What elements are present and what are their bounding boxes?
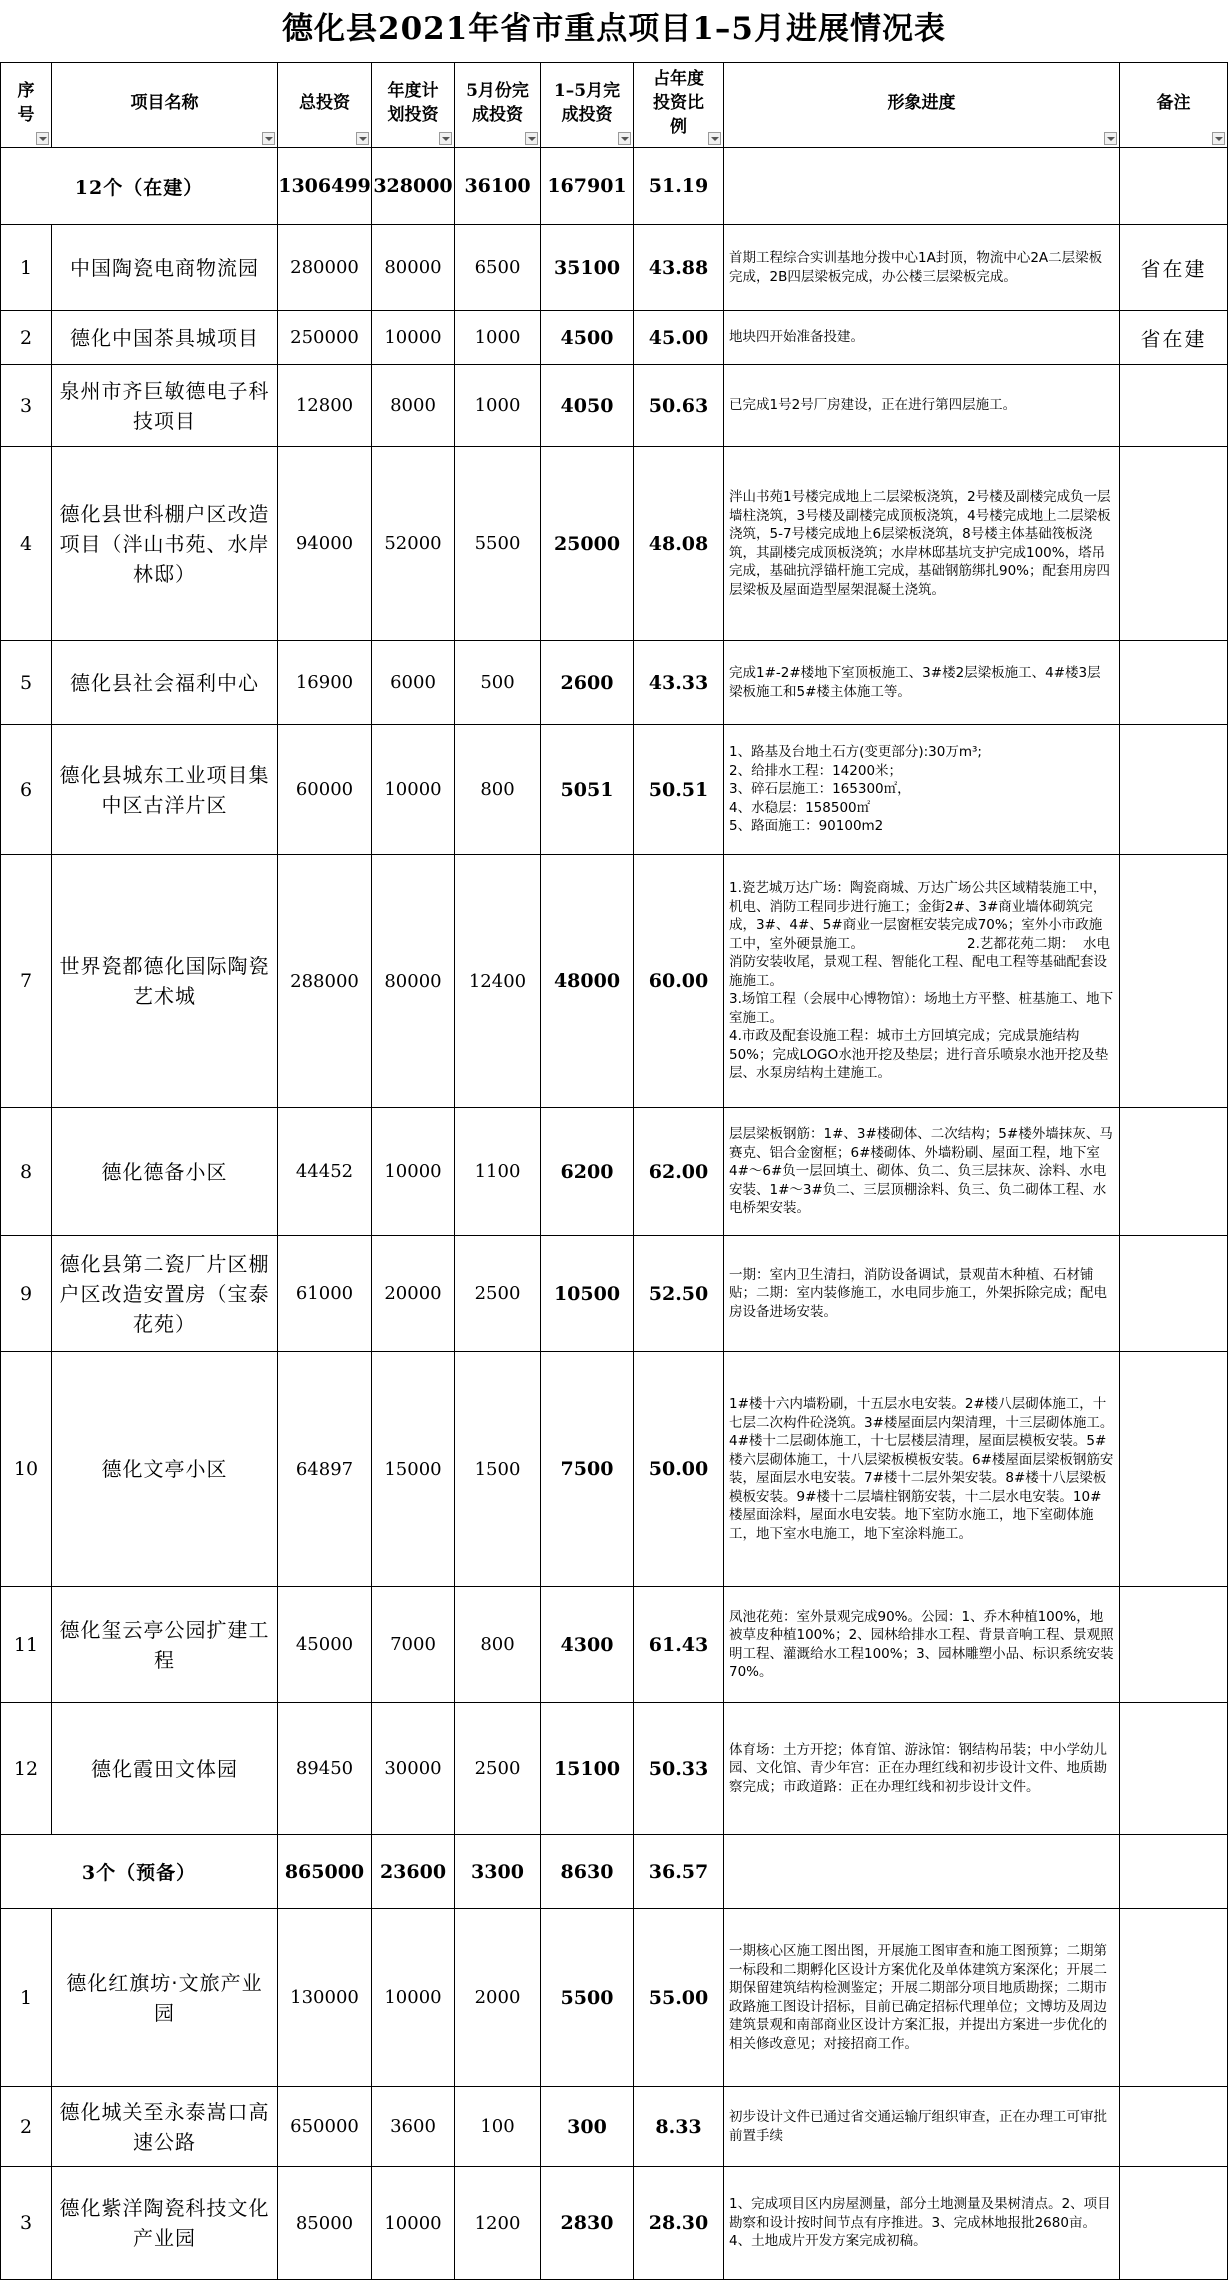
progress-text bbox=[724, 1352, 1120, 1587]
note-cell bbox=[1120, 1108, 1228, 1236]
progress-text bbox=[724, 1108, 1120, 1236]
annual-ratio: 50.33 bbox=[634, 1703, 724, 1835]
total-investment: 280000 bbox=[278, 225, 372, 311]
project-name: 德化玺云亭公园扩建工程 bbox=[52, 1587, 278, 1703]
project-name: 德化德备小区 bbox=[52, 1108, 278, 1236]
progress-content: 初步设计文件已通过省交通运输厅组织审查，正在办理工可审批前置手续 bbox=[729, 2109, 1107, 2144]
total-investment: 250000 bbox=[278, 311, 372, 365]
table-row bbox=[1, 855, 1228, 1108]
filter-dropdown-icon[interactable] bbox=[36, 132, 49, 145]
may-investment: 800 bbox=[455, 725, 541, 855]
progress-content: 一期核心区施工图出图，开展施工图审查和施工图预算；二期第一标段和二期孵化区设计方案优化及单体建筑方案深化；开展二期保留建筑结构检测鉴定；开展二期部分项目地质勘探；二期市政路施工图设计招标，目前已确定招标代理单位；文博坊及周边建筑景观和南部商业区设计方案汇报，并提出方案进一步优化的相关修改意见；对接招商工作。 bbox=[729, 1943, 1107, 2052]
progress-text bbox=[724, 2167, 1120, 2280]
project-name: 泉州市齐巨敏德电子科技项目 bbox=[52, 365, 278, 447]
table-row bbox=[1, 1236, 1228, 1352]
group-progress bbox=[724, 148, 1120, 225]
project-name: 德化城关至永泰嵩口高速公路 bbox=[52, 2087, 278, 2167]
table-row bbox=[1, 1352, 1228, 1587]
note-cell bbox=[1120, 1909, 1228, 2087]
total-investment: 130000 bbox=[278, 1909, 372, 2087]
cumulative-investment: 4050 bbox=[541, 365, 634, 447]
cumulative-investment: 2600 bbox=[541, 641, 634, 725]
row-index: 10 bbox=[1, 1352, 52, 1587]
table-row bbox=[1, 2087, 1228, 2167]
annual-ratio: 60.00 bbox=[634, 855, 724, 1108]
progress-text bbox=[724, 1909, 1120, 2087]
total-investment: 288000 bbox=[278, 855, 372, 1108]
may-investment: 5500 bbox=[455, 447, 541, 641]
progress-content: 完成1#-2#楼地下室顶板施工、3#楼2层梁板施工、4#楼3层梁板施工和5#楼主体施工等。 bbox=[729, 665, 1101, 700]
group-total: 865000 bbox=[278, 1835, 372, 1909]
cumulative-investment: 5500 bbox=[541, 1909, 634, 2087]
group-annual: 328000 bbox=[372, 148, 455, 225]
progress-content: 体育场：土方开挖；体育馆、游泳馆：钢结构吊装；中小学幼儿园、文化馆、青少年宫：正在办理红线和初步设计文件、地质勘察完成；市政道路：正在办理红线和初步设计文件。 bbox=[729, 1741, 1107, 1795]
filter-dropdown-icon[interactable] bbox=[708, 132, 721, 145]
note-cell bbox=[1120, 447, 1228, 641]
progress-text bbox=[724, 1236, 1120, 1352]
table-row bbox=[1, 1909, 1228, 2087]
project-name: 德化县社会福利中心 bbox=[52, 641, 278, 725]
row-index: 3 bbox=[1, 365, 52, 447]
cumulative-investment: 35100 bbox=[541, 225, 634, 311]
row-index: 2 bbox=[1, 2087, 52, 2167]
total-investment: 85000 bbox=[278, 2167, 372, 2280]
cumulative-investment: 300 bbox=[541, 2087, 634, 2167]
row-index: 1 bbox=[1, 225, 52, 311]
may-investment: 500 bbox=[455, 641, 541, 725]
cumulative-investment: 7500 bbox=[541, 1352, 634, 1587]
project-name: 德化霞田文体园 bbox=[52, 1703, 278, 1835]
total-investment: 94000 bbox=[278, 447, 372, 641]
annual-plan: 30000 bbox=[372, 1703, 455, 1835]
may-investment: 1100 bbox=[455, 1108, 541, 1236]
group-note bbox=[1120, 1835, 1228, 1909]
header-progress[interactable]: 形象进度 bbox=[724, 63, 1120, 148]
progress-text bbox=[724, 1703, 1120, 1835]
total-investment: 44452 bbox=[278, 1108, 372, 1236]
row-index: 6 bbox=[1, 725, 52, 855]
note-cell bbox=[1120, 855, 1228, 1108]
group-progress bbox=[724, 1835, 1120, 1909]
note-cell bbox=[1120, 641, 1228, 725]
annual-plan: 10000 bbox=[372, 311, 455, 365]
may-investment: 800 bbox=[455, 1587, 541, 1703]
annual-ratio: 8.33 bbox=[634, 2087, 724, 2167]
cumulative-investment: 4500 bbox=[541, 311, 634, 365]
progress-text bbox=[724, 311, 1120, 365]
cumulative-investment: 6200 bbox=[541, 1108, 634, 1236]
total-investment: 61000 bbox=[278, 1236, 372, 1352]
annual-ratio: 61.43 bbox=[634, 1587, 724, 1703]
table-row bbox=[1, 2167, 1228, 2280]
header-index[interactable]: 序 号 bbox=[1, 63, 52, 148]
cumulative-investment: 15100 bbox=[541, 1703, 634, 1835]
row-index: 2 bbox=[1, 311, 52, 365]
progress-content: 1#楼十六内墙粉刷，十五层水电安装。2#楼八层砌体施工，十七层二次构件砼浇筑。3#楼屋面层内架清理，十三层砌体施工。4#楼十二层砌体施工，十七层楼层清理，屋面层模板安装。5#楼六层砌体施工，十八层梁板模板安装。6#楼屋面层梁板钢筋安装，屋面层水电安装。7#楼十二层外架安装。8#楼十八层梁板模板安装。9#楼十二层墙柱钢筋安装，十二层水电安装。10#楼屋面涂料，屋面水电安装。地下室防水施工，地下室砌体施工，地下室水电施工，地下室涂料施工。 bbox=[729, 1396, 1114, 1542]
progress-content: 凤池花苑：室外景观完成90%。公园：1、乔木种植100%，地被草皮种植100%；2、园林给排水工程、背景音响工程、景观照明工程、灌溉给水工程100%；3、园林雕塑小品、标识系统安装70%。 bbox=[729, 1608, 1114, 1680]
row-index: 9 bbox=[1, 1236, 52, 1352]
header-name[interactable]: 项目名称 bbox=[52, 63, 278, 148]
progress-content: 首期工程综合实训基地分拨中心1A封顶，物流中心2A二层梁板完成，2B四层梁板完成，办公楼三层梁板完成。 bbox=[729, 250, 1103, 285]
progress-text bbox=[724, 2087, 1120, 2167]
header-annual[interactable]: 年度计 划投资 bbox=[372, 63, 455, 148]
annual-ratio: 43.88 bbox=[634, 225, 724, 311]
progress-text bbox=[724, 641, 1120, 725]
group-cumulative: 167901 bbox=[541, 148, 634, 225]
may-investment: 1500 bbox=[455, 1352, 541, 1587]
group-cumulative: 8630 bbox=[541, 1835, 634, 1909]
project-name: 德化县世科棚户区改造项目（泮山书苑、水岸林邸） bbox=[52, 447, 278, 641]
progress-content: 地块四开始准备投建。 bbox=[729, 329, 864, 346]
row-index: 4 bbox=[1, 447, 52, 641]
note-cell bbox=[1120, 2087, 1228, 2167]
group-row-under-construction bbox=[1, 148, 1228, 225]
table-row bbox=[1, 225, 1228, 311]
cumulative-investment: 2830 bbox=[541, 2167, 634, 2280]
note-cell bbox=[1120, 2167, 1228, 2280]
annual-ratio: 55.00 bbox=[634, 1909, 724, 2087]
project-name: 世界瓷都德化国际陶瓷艺术城 bbox=[52, 855, 278, 1108]
cumulative-investment: 5051 bbox=[541, 725, 634, 855]
may-investment: 12400 bbox=[455, 855, 541, 1108]
project-name: 德化红旗坊·文旅产业园 bbox=[52, 1909, 278, 2087]
total-investment: 64897 bbox=[278, 1352, 372, 1587]
may-investment: 1000 bbox=[455, 311, 541, 365]
progress-content: 1、完成项目区内房屋测量，部分土地测量及果树清点。2、项目勘察和设计按时间节点有序推进。3、完成林地报批2680亩。4、土地成片开发方案完成初稿。 bbox=[729, 2196, 1111, 2250]
row-index: 11 bbox=[1, 1587, 52, 1703]
annual-plan: 52000 bbox=[372, 447, 455, 641]
table-row bbox=[1, 1108, 1228, 1236]
may-investment: 1000 bbox=[455, 365, 541, 447]
note-cell bbox=[1120, 1703, 1228, 1835]
cumulative-investment: 4300 bbox=[541, 1587, 634, 1703]
may-investment: 1200 bbox=[455, 2167, 541, 2280]
annual-ratio: 62.00 bbox=[634, 1108, 724, 1236]
may-investment: 6500 bbox=[455, 225, 541, 311]
total-investment: 650000 bbox=[278, 2087, 372, 2167]
note-cell bbox=[1120, 365, 1228, 447]
page-title: 德化县2021年省市重点项目1–5月进展情况表 bbox=[282, 11, 946, 47]
filter-dropdown-icon[interactable] bbox=[618, 132, 631, 145]
group-total: 1306499 bbox=[278, 148, 372, 225]
annual-ratio: 50.51 bbox=[634, 725, 724, 855]
project-name: 德化中国茶具城项目 bbox=[52, 311, 278, 365]
annual-plan: 8000 bbox=[372, 365, 455, 447]
annual-ratio: 43.33 bbox=[634, 641, 724, 725]
annual-ratio: 50.63 bbox=[634, 365, 724, 447]
row-index: 12 bbox=[1, 1703, 52, 1835]
header-row bbox=[1, 63, 1228, 148]
group-annual: 23600 bbox=[372, 1835, 455, 1909]
filter-dropdown-icon[interactable] bbox=[439, 132, 452, 145]
table-row bbox=[1, 1703, 1228, 1835]
filter-dropdown-icon[interactable] bbox=[1104, 132, 1117, 145]
group-ratio: 51.19 bbox=[634, 148, 724, 225]
annual-ratio: 52.50 bbox=[634, 1236, 724, 1352]
may-investment: 2000 bbox=[455, 1909, 541, 2087]
progress-text bbox=[724, 855, 1120, 1108]
cumulative-investment: 10500 bbox=[541, 1236, 634, 1352]
project-name: 德化紫洋陶瓷科技文化产业园 bbox=[52, 2167, 278, 2280]
note-cell bbox=[1120, 725, 1228, 855]
group-name: 12个（在建） bbox=[1, 148, 278, 225]
note-cell bbox=[1120, 1352, 1228, 1587]
total-investment: 89450 bbox=[278, 1703, 372, 1835]
project-name: 德化县第二瓷厂片区棚户区改造安置房（宝泰花苑） bbox=[52, 1236, 278, 1352]
table-row bbox=[1, 311, 1228, 365]
annual-plan: 6000 bbox=[372, 641, 455, 725]
row-index: 3 bbox=[1, 2167, 52, 2280]
cumulative-investment: 48000 bbox=[541, 855, 634, 1108]
group-row-reserve bbox=[1, 1835, 1228, 1909]
annual-plan: 80000 bbox=[372, 225, 455, 311]
progress-content: 层层梁板钢筋：1#、3#楼砌体、二次结构；5#楼外墙抹灰、马赛克、铝合金窗框；6#楼砌体、外墙粉刷、屋面工程，地下室4#～6#负一层回填土、砌体、负二、负三层抹灰、涂料、水电安装、1#～3#负二、三层顶棚涂料、负三、负二砌体工程、水电桥架安装。 bbox=[729, 1126, 1113, 1217]
progress-text bbox=[724, 1587, 1120, 1703]
project-name: 中国陶瓷电商物流园 bbox=[52, 225, 278, 311]
annual-plan: 10000 bbox=[372, 1108, 455, 1236]
annual-plan: 3600 bbox=[372, 2087, 455, 2167]
table-row bbox=[1, 365, 1228, 447]
project-table bbox=[0, 62, 1228, 2280]
progress-content: 已完成1号2号厂房建设，正在进行第四层施工。 bbox=[729, 397, 1017, 414]
row-index: 8 bbox=[1, 1108, 52, 1236]
progress-text bbox=[724, 725, 1120, 855]
annual-plan: 10000 bbox=[372, 2167, 455, 2280]
annual-plan: 10000 bbox=[372, 725, 455, 855]
annual-plan: 80000 bbox=[372, 855, 455, 1108]
filter-dropdown-icon[interactable] bbox=[356, 132, 369, 145]
table-row bbox=[1, 725, 1228, 855]
header-cumulative[interactable]: 1–5月完 成投资 bbox=[541, 63, 634, 148]
annual-ratio: 50.00 bbox=[634, 1352, 724, 1587]
group-note bbox=[1120, 148, 1228, 225]
table-row bbox=[1, 641, 1228, 725]
group-may: 36100 bbox=[455, 148, 541, 225]
may-investment: 100 bbox=[455, 2087, 541, 2167]
total-investment: 12800 bbox=[278, 365, 372, 447]
project-name: 德化文亭小区 bbox=[52, 1352, 278, 1587]
total-investment: 45000 bbox=[278, 1587, 372, 1703]
progress-content: 1、路基及台地土石方(变更部分):30万m³; 2、给排水工程：14200米； 3、碎石层施工：165300㎡， 4、水稳层：158500㎡ 5、路面施工：90100m2 bbox=[729, 744, 982, 835]
project-name: 德化县城东工业项目集中区古洋片区 bbox=[52, 725, 278, 855]
filter-dropdown-icon[interactable] bbox=[525, 132, 538, 145]
progress-content: 泮山书苑1号楼完成地上二层梁板浇筑，2号楼及副楼完成负一层墙柱浇筑，3号楼及副楼完成顶板浇筑，4号楼完成地上二层梁板浇筑，5-7号楼完成地上6层梁板浇筑，8号楼主体基础筏板浇筑，其副楼完成顶板浇筑；水岸林邸基坑支护完成100%，塔吊完成，基础抗浮锚杆施工完成，基础钢筋绑扎90%；配套用房四层梁板及屋面造型屋架混凝土浇筑。 bbox=[729, 489, 1111, 598]
row-index: 5 bbox=[1, 641, 52, 725]
note-cell bbox=[1120, 1587, 1228, 1703]
table-row bbox=[1, 1587, 1228, 1703]
row-index: 7 bbox=[1, 855, 52, 1108]
group-ratio: 36.57 bbox=[634, 1835, 724, 1909]
progress-text bbox=[724, 365, 1120, 447]
header-may[interactable]: 5月份完 成投资 bbox=[455, 63, 541, 148]
progress-content: 一期：室内卫生清扫，消防设备调试，景观苗木种植、石材铺贴；二期：室内装修施工，水电同步施工，外架拆除完成；配电房设备进场安装。 bbox=[729, 1266, 1107, 1320]
progress-text bbox=[724, 447, 1120, 641]
row-index: 1 bbox=[1, 1909, 52, 2087]
group-may: 3300 bbox=[455, 1835, 541, 1909]
may-investment: 2500 bbox=[455, 1703, 541, 1835]
header-note[interactable]: 备注 bbox=[1120, 63, 1228, 148]
annual-plan: 10000 bbox=[372, 1909, 455, 2087]
note-cell bbox=[1120, 1236, 1228, 1352]
annual-ratio: 48.08 bbox=[634, 447, 724, 641]
group-name: 3个（预备） bbox=[1, 1835, 278, 1909]
cumulative-investment: 25000 bbox=[541, 447, 634, 641]
header-ratio[interactable]: 占年度 投资比 例 bbox=[634, 63, 724, 148]
header-total[interactable]: 总投资 bbox=[278, 63, 372, 148]
progress-text bbox=[724, 225, 1120, 311]
filter-dropdown-icon[interactable] bbox=[1212, 132, 1225, 145]
total-investment: 60000 bbox=[278, 725, 372, 855]
note-cell: 省在建 bbox=[1120, 225, 1228, 311]
progress-content: 1.瓷艺城万达广场：陶瓷商城、万达广场公共区域精装施工中，机电、消防工程同步进行施工；金街2#、3#商业墙体砌筑完成，3#、4#、5#商业一层窗框安装完成70%；室外小市政施工中，室外硬景施工。 2.艺都花苑二期： 水电消防安装收尾，景观工程、智能化工程、配电工程等基础配套设施施工。 3.场馆工程（会展中心博物馆）：场地土方平整、桩基施工、地下室施工。 4.市政及配套设施工程：城市土方回填完成；完成景施结构50%；完成LOGO水池开挖及垫层；进行音乐喷泉水池开挖及垫层、水泵房结构土建施工。 bbox=[729, 880, 1114, 1082]
annual-plan: 7000 bbox=[372, 1587, 455, 1703]
note-cell: 省在建 bbox=[1120, 311, 1228, 365]
may-investment: 2500 bbox=[455, 1236, 541, 1352]
annual-ratio: 28.30 bbox=[634, 2167, 724, 2280]
annual-plan: 15000 bbox=[372, 1352, 455, 1587]
total-investment: 16900 bbox=[278, 641, 372, 725]
filter-dropdown-icon[interactable] bbox=[262, 132, 275, 145]
annual-ratio: 45.00 bbox=[634, 311, 724, 365]
annual-plan: 20000 bbox=[372, 1236, 455, 1352]
table-row bbox=[1, 447, 1228, 641]
